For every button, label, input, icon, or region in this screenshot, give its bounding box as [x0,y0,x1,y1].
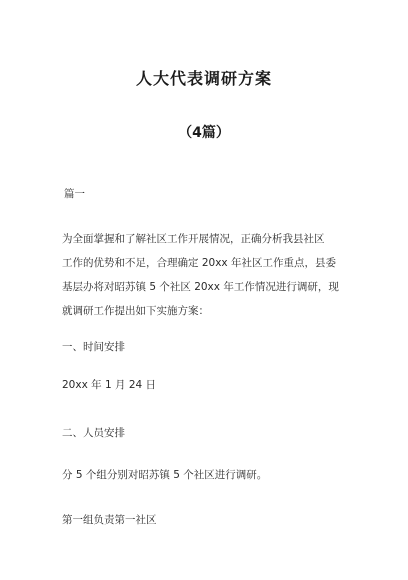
group-one-text: 第一组负责第一社区 [62,514,157,526]
heading-staff-arrangement: 二、人员安排 [62,427,125,439]
intro-line: 工作的优势和不足，合理确定 20xx 年社区工作重点，县委 [62,257,336,269]
intro-line: 就调研工作提出如下实施方案： [62,305,209,317]
intro-line: 为全面掌握和了解社区工作开展情况，正确分析我县社区 [62,233,325,245]
heading-time-arrangement: 一、时间安排 [62,341,125,353]
intro-line: 基层办将对昭苏镇 5 个社区 20xx 年工作情况进行调研，现 [62,281,339,293]
document-title: 人大代表调研方案 [135,69,272,88]
intro-paragraph [62,227,362,323]
date-text: 20xx 年 1 月 24 日 [62,379,157,391]
document-subtitle: （4篇） [178,125,230,141]
section-label: 篇一 [64,188,85,200]
staff-text: 分 5 个组分别对昭苏镇 5 个社区进行调研。 [62,469,268,481]
